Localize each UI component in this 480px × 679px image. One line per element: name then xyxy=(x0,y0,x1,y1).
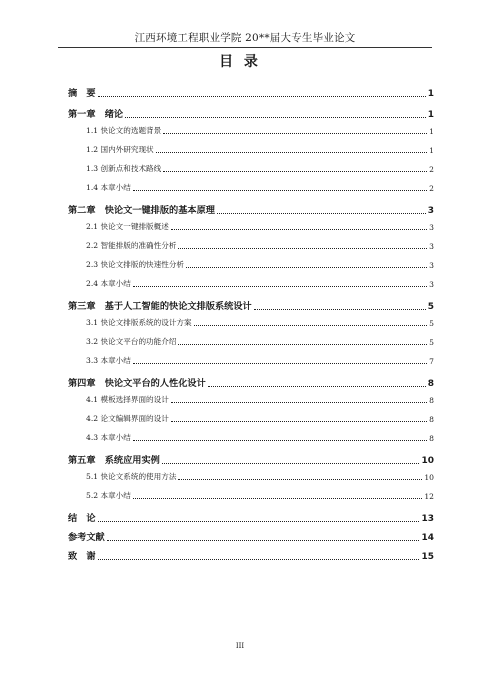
toc-entry-label: 摘 要 xyxy=(68,88,96,99)
toc-dot-leader xyxy=(163,133,427,134)
toc-section-entry[interactable] xyxy=(86,317,434,328)
toc-dot-leader xyxy=(178,344,427,345)
toc-entry-label: 4.2 论文编辑界面的设计 xyxy=(86,414,169,423)
toc-dot-leader xyxy=(171,229,427,230)
toc-entry-page: 10 xyxy=(421,456,434,466)
toc-entry-page: 8 xyxy=(429,434,434,443)
toc-entry-page: 8 xyxy=(429,396,434,405)
toc-dot-leader xyxy=(194,325,428,326)
toc-dot-leader xyxy=(133,498,422,499)
toc-dot-leader xyxy=(171,402,427,403)
toc-entry-label: 5.2 本章小结 xyxy=(86,491,131,500)
toc-entry-page: 3 xyxy=(429,261,434,270)
toc-entry-label: 3.1 快论文排版系统的设计方案 xyxy=(86,318,192,327)
toc-section-entry[interactable] xyxy=(86,432,434,443)
toc-dot-leader xyxy=(217,213,426,214)
toc-entry-page: 3 xyxy=(429,242,434,251)
toc-section-entry[interactable] xyxy=(86,259,434,270)
toc-entry-page: 13 xyxy=(421,514,434,524)
toc-dot-leader xyxy=(156,152,428,153)
toc-entry-label: 3.3 本章小结 xyxy=(86,356,131,365)
toc-dot-leader xyxy=(98,96,426,97)
toc-entry-label: 致 谢 xyxy=(68,551,96,562)
toc-entry-page: 12 xyxy=(424,492,434,501)
toc-entry-page: 1 xyxy=(429,127,434,136)
toc-dot-leader xyxy=(98,521,420,522)
toc-entry-page: 5 xyxy=(429,319,434,328)
toc-dot-leader xyxy=(186,267,427,268)
toc-entry-page: 3 xyxy=(427,206,434,216)
toc-entry-page: 1 xyxy=(427,110,434,120)
toc-entry-page: 8 xyxy=(429,415,434,424)
toc-entry-label: 第四章 快论文平台的人性化设计 xyxy=(68,378,206,389)
toc-entry-page: 1 xyxy=(429,146,434,155)
toc-dot-leader xyxy=(133,190,427,191)
toc-section-entry[interactable] xyxy=(86,125,434,136)
toc-entry-page: 1 xyxy=(427,89,434,99)
toc-entry-page: 3 xyxy=(429,223,434,232)
toc-dot-leader xyxy=(133,363,427,364)
toc-chapter-entry[interactable] xyxy=(68,85,434,99)
toc-section-entry[interactable] xyxy=(86,240,434,251)
toc-entry-page: 3 xyxy=(429,280,434,289)
toc-entry-label: 2.1 快论文一键排版概述 xyxy=(86,222,169,231)
footer-page-number: III xyxy=(235,642,245,650)
toc-section-entry[interactable] xyxy=(86,413,434,424)
toc-entry-page: 5 xyxy=(429,338,434,347)
toc-chapter-entry[interactable] xyxy=(68,298,434,312)
toc-entry-label: 2.2 智能排版的准确性分析 xyxy=(86,241,177,250)
toc-entry-page: 14 xyxy=(421,533,434,543)
toc-dot-leader xyxy=(254,309,426,310)
toc-dot-leader xyxy=(133,286,427,287)
toc-dot-leader xyxy=(208,386,426,387)
toc-entry-label: 结 论 xyxy=(68,513,96,524)
toc-entry-label: 参考文献 xyxy=(68,532,105,543)
toc-section-entry[interactable] xyxy=(86,336,434,347)
toc-section-entry[interactable] xyxy=(86,163,434,174)
toc-dot-leader xyxy=(178,479,422,480)
toc-dot-leader xyxy=(171,421,427,422)
toc-entry-label: 4.1 模板选择界面的设计 xyxy=(86,395,169,404)
toc-entry-label: 1.4 本章小结 xyxy=(86,183,131,192)
toc-section-entry[interactable] xyxy=(86,471,434,482)
toc-chapter-entry[interactable] xyxy=(68,452,434,466)
header-rule xyxy=(58,47,432,48)
toc-entry-label: 2.3 快论文排版的快速性分析 xyxy=(86,260,185,269)
page-header: 江西环境工程职业学院 20**届大专生毕业论文 xyxy=(134,32,356,44)
page-title: 目 录 xyxy=(219,54,261,70)
toc-entry-page: 2 xyxy=(429,165,434,174)
toc-section-entry[interactable] xyxy=(86,278,434,289)
toc-section-entry[interactable] xyxy=(86,144,434,155)
toc-dot-leader xyxy=(98,559,420,560)
toc-section-entry[interactable] xyxy=(86,490,434,501)
toc-dot-leader xyxy=(107,540,420,541)
toc-dot-leader xyxy=(133,440,427,441)
toc-entry-label: 1.3 创新点和技术路线 xyxy=(86,164,162,173)
toc-chapter-entry[interactable] xyxy=(68,106,434,120)
toc-dot-leader xyxy=(125,117,426,118)
toc-entry-label: 5.1 快论文系统的使用方法 xyxy=(86,472,177,481)
toc-entry-page: 2 xyxy=(429,184,434,193)
toc-entry-page: 15 xyxy=(421,552,434,562)
toc-entry-label: 4.3 本章小结 xyxy=(86,433,131,442)
toc-entry-label: 第五章 系统应用实例 xyxy=(68,455,160,466)
toc-entry-label: 第三章 基于人工智能的快论文排版系统设计 xyxy=(68,301,252,312)
toc-entry-label: 1.2 国内外研究现状 xyxy=(86,145,154,154)
toc-section-entry[interactable] xyxy=(86,182,434,193)
toc-entry-label: 第二章 快论文一键排版的基本原理 xyxy=(68,205,215,216)
toc-entry-label: 3.2 快论文平台的功能介绍 xyxy=(86,337,177,346)
toc-entry-label: 2.4 本章小结 xyxy=(86,279,131,288)
toc-chapter-entry[interactable] xyxy=(68,375,434,389)
toc-section-entry[interactable] xyxy=(86,355,434,366)
toc-dot-leader xyxy=(162,463,420,464)
toc-chapter-entry[interactable] xyxy=(68,510,434,524)
toc-entry-page: 5 xyxy=(427,302,434,312)
toc-entry-page: 10 xyxy=(424,473,434,482)
toc-dot-leader xyxy=(163,171,427,172)
toc-dot-leader xyxy=(178,248,427,249)
toc-entry-label: 第一章 绪论 xyxy=(68,109,124,120)
toc-entry-label: 1.1 快论文的选题背景 xyxy=(86,126,162,135)
toc-chapter-entry[interactable] xyxy=(68,202,434,216)
toc-section-entry[interactable] xyxy=(86,221,434,232)
toc-section-entry[interactable] xyxy=(86,394,434,405)
toc-entry-page: 7 xyxy=(429,357,434,366)
toc-chapter-entry[interactable] xyxy=(68,529,434,543)
toc-entry-page: 8 xyxy=(427,379,434,389)
toc-chapter-entry[interactable] xyxy=(68,548,434,562)
